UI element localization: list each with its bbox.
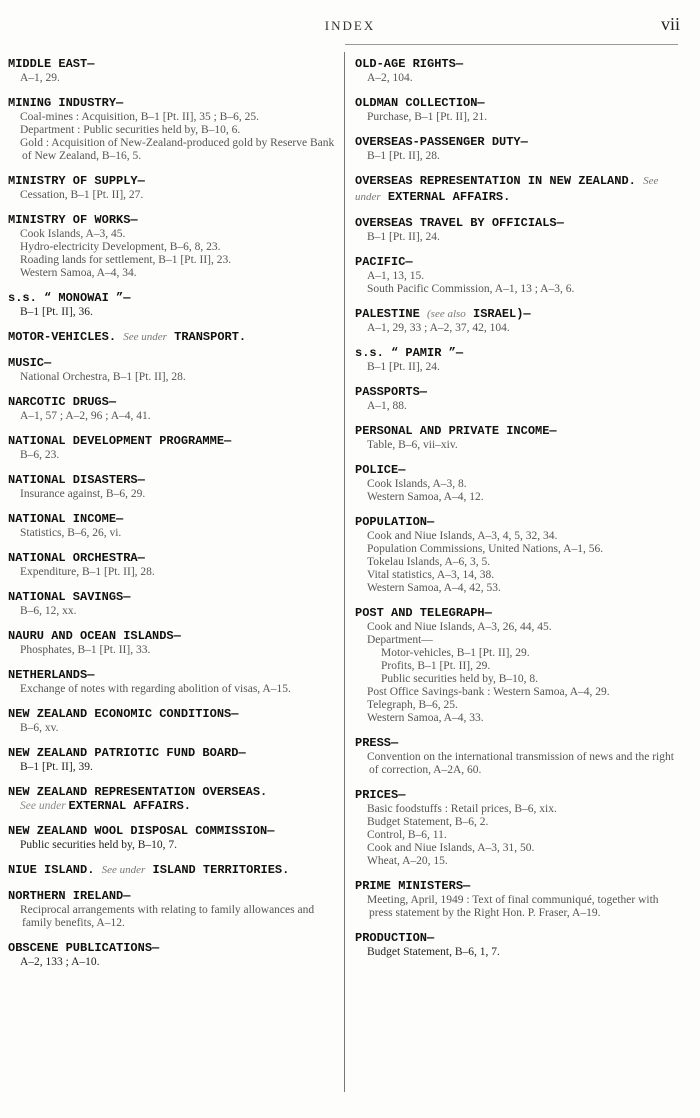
entry-heading [355,514,679,530]
heading-text: NATIONAL DEVELOPMENT PROGRAMME— [8,434,232,448]
entry-heading [8,589,338,605]
heading-text: NATIONAL ORCHESTRA— [8,551,145,565]
heading-text: NEW ZEALAND ECONOMIC CONDITIONS— [8,707,239,721]
index-entry-ministry-of-supply [8,173,338,202]
entry-subline: Western Samoa, A–4, 12. [367,491,484,503]
entry-subline: Budget Statement, B–6, 1, 7. [367,946,500,958]
entry-subline: Post Office Savings-bank : Western Samoa, A–4, 29. [367,686,610,698]
entry-subline: A–1, 13, 15. [367,270,425,282]
see-reference: See under [101,864,146,876]
reference-target: EXTERNAL AFFAIRS. [387,190,511,204]
heading-text: POST AND TELEGRAPH— [355,606,492,620]
entry-subline: Telegraph, B–6, 25. [367,699,458,711]
entry-subline: B–1 [Pt. II], 24. [367,361,440,373]
reference-target: ISRAEL)— [473,307,531,321]
entry-heading [355,462,679,478]
index-entry-s-s-pamir [355,345,679,374]
index-entry-ministry-of-works [8,212,338,280]
entry-subline: Phosphates, B–1 [Pt. II], 33. [20,644,151,656]
heading-text: POLICE— [355,463,406,477]
index-entry-new-zealand-representation-overseas [8,784,338,813]
heading-text: MINISTRY OF SUPPLY— [8,174,145,188]
heading-text: MINISTRY OF WORKS— [8,213,138,227]
entry-heading [8,706,338,722]
heading-text: MIDDLE EAST— [8,57,95,71]
entry-heading [8,472,338,488]
entry-heading [8,550,338,566]
index-entry-obscene-publications [8,940,338,969]
index-column-left [8,56,338,979]
heading-text: NEW ZEALAND PATRIOTIC FUND BOARD— [8,746,246,760]
entry-subline: B–1 [Pt. II], 24. [367,231,440,243]
index-entry-motor-vehicles [8,329,338,345]
index-entry-narcotic-drugs [8,394,338,423]
heading-text: OVERSEAS TRAVEL BY OFFICIALS— [355,216,564,230]
entry-subline: Cook and Niue Islands, A–3, 31, 50. [367,842,535,854]
entry-subline: Basic foodstuffs : Retail prices, B–6, xix. [367,803,557,815]
entry-subline: Exchange of notes with regarding abolition of visas, A–15. [20,683,291,695]
index-entry-new-zealand-wool-disposal-commission [8,823,338,852]
header-rule [345,44,678,45]
entry-heading [8,95,338,111]
entry-heading [355,384,679,400]
entry-subline: Expenditure, B–1 [Pt. II], 28. [20,566,155,578]
index-entry-national-development-programme [8,433,338,462]
entry-subline: A–1, 57 ; A–2, 96 ; A–4, 41. [20,410,151,422]
entry-heading [355,930,679,946]
heading-text: OLDMAN COLLECTION— [355,96,485,110]
index-entry-pacific [355,254,679,296]
heading-text: PRESS— [355,736,399,750]
entry-subline: Roading lands for settlement, B–1 [Pt. II], 23. [20,254,232,266]
index-entry-passports [355,384,679,413]
index-entry-prices [355,787,679,868]
entry-heading [355,134,679,150]
entry-subline: Profits, B–1 [Pt. II], 29. [381,660,491,672]
heading-text: NAURU AND OCEAN ISLANDS— [8,629,181,643]
entry-subline: B–1 [Pt. II], 39. [20,761,93,773]
entry-subline: A–1, 88. [367,400,407,412]
heading-text: NORTHERN IRELAND— [8,889,131,903]
entry-subline: National Orchestra, B–1 [Pt. II], 28. [20,371,186,383]
entry-heading [8,667,338,683]
heading-text: NATIONAL DISASTERS— [8,473,145,487]
index-entry-post-and-telegraph [355,605,679,725]
entry-heading [8,56,338,72]
entry-heading [355,605,679,621]
entry-heading [8,290,338,306]
heading-text: s.s. “ PAMIR ”— [355,346,464,360]
entry-subline: Vital statistics, A–3, 14, 38. [367,569,495,581]
reference-target: ISLAND TERRITORIES. [152,863,290,877]
heading-text: OVERSEAS-PASSENGER DUTY— [355,135,528,149]
entry-heading [355,56,679,72]
index-entry-palestine [355,306,679,335]
index-entry-new-zealand-patriotic-fund-board [8,745,338,774]
index-entry-overseas-travel-by-officials [355,215,679,244]
entry-subline: B–6, xv. [20,722,59,734]
heading-text: NEW ZEALAND WOOL DISPOSAL COMMISSION— [8,824,275,838]
heading-text: NETHERLANDS— [8,668,95,682]
heading-text: PRODUCTION— [355,931,435,945]
entry-subline: Budget Statement, B–6, 2. [367,816,489,828]
entry-subline: B–6, 23. [20,449,60,461]
index-entry-production [355,930,679,959]
see-reference: See under [20,800,66,812]
index-entry-middle-east [8,56,338,85]
running-header [0,14,700,36]
entry-subline: Public securities held by, B–10, 7. [20,839,178,851]
see-reference: See under [123,331,167,343]
heading-text: POPULATION— [355,515,435,529]
entry-subline: B–1 [Pt. II], 36. [20,306,93,318]
entry-subline: Cook Islands, A–3, 8. [367,478,467,490]
index-entry-population [355,514,679,595]
page-number: vii [660,14,680,34]
entry-subline: Public securities held by, B–10, 8. [381,673,539,685]
heading-text: OLD-AGE RIGHTS— [355,57,464,71]
entry-subline: Wheat, A–20, 15. [367,855,448,867]
entry-heading [8,745,338,761]
index-entry-national-orchestra [8,550,338,579]
entry-subline: Cessation, B–1 [Pt. II], 27. [20,189,144,201]
entry-heading [355,423,679,439]
entry-heading [355,345,679,361]
index-entry-oldman-collection [355,95,679,124]
index-entry-mining-industry [8,95,338,163]
entry-heading [8,329,338,345]
heading-text: PACIFIC— [355,255,413,269]
entry-subline: A–1, 29. [20,72,60,84]
heading-text: MINING INDUSTRY— [8,96,124,110]
entry-heading [8,784,338,800]
index-entry-overseas-representation-in-new-zealand [355,173,679,205]
entry-heading [355,787,679,803]
index-entry-new-zealand-economic-conditions [8,706,338,735]
entry-subline: Convention on the international transmission of news and the right of correction, A–2A, 60. [367,751,674,776]
heading-text: MUSIC— [8,356,52,370]
reference-target: TRANSPORT. [174,330,247,344]
entry-heading [355,306,679,322]
index-entry-prime-ministers [355,878,679,920]
entry-heading [8,940,338,956]
entry-heading [8,173,338,189]
entry-heading [8,355,338,371]
heading-text: OBSCENE PUBLICATIONS— [8,941,160,955]
heading-text: NIUE ISLAND. [8,863,95,877]
entry-subline: Coal-mines : Acquisition, B–1 [Pt. II], 35 ; B–6, 25. [20,111,259,123]
entry-subline: Western Samoa, A–4, 33. [367,712,484,724]
heading-text: NARCOTIC DRUGS— [8,395,117,409]
entry-heading [8,433,338,449]
entry-subline: Western Samoa, A–4, 34. [20,267,137,279]
entry-subline: Department— [367,634,433,646]
heading-text: NATIONAL SAVINGS— [8,590,131,604]
heading-text: PRIME MINISTERS— [355,879,471,893]
entry-subline: Insurance against, B–6, 29. [20,488,146,500]
entry-subline: Statistics, B–6, 26, vi. [20,527,122,539]
entry-subline: Control, B–6, 11. [367,829,447,841]
entry-heading [8,628,338,644]
entry-subline: Purchase, B–1 [Pt. II], 21. [367,111,488,123]
heading-text: s.s. “ MONOWAI ”— [8,291,131,305]
entry-subline: Cook Islands, A–3, 45. [20,228,126,240]
heading-text: PASSPORTS— [355,385,428,399]
entry-heading [8,394,338,410]
entry-heading [355,735,679,751]
index-entry-old-age-rights [355,56,679,85]
entry-subline: Reciprocal arrangements with relating to family allowances and family benefits, A–12. [20,904,315,929]
entry-subline: A–1, 29, 33 ; A–2, 37, 42, 104. [367,322,510,334]
index-entry-police [355,462,679,504]
entry-subline: Tokelau Islands, A–6, 3, 5. [367,556,491,568]
heading-text: PALESTINE [355,307,420,321]
entry-subline: Cook and Niue Islands, A–3, 26, 44, 45. [367,621,552,633]
index-entry-overseas-passenger-duty [355,134,679,163]
index-entry-national-savings [8,589,338,618]
index-entry-national-income [8,511,338,540]
see-reference: (see also [427,308,466,320]
entry-subline: Table, B–6, vii–xiv. [367,439,458,451]
index-entry-netherlands [8,667,338,696]
entry-heading [355,215,679,231]
entry-heading [355,173,679,205]
heading-text: NEW ZEALAND REPRESENTATION OVERSEAS. [8,785,268,799]
index-entry-music [8,355,338,384]
entry-subline: A–2, 133 ; A–10. [20,956,100,968]
entry-heading [8,888,338,904]
index-entry-northern-ireland [8,888,338,930]
entry-heading [355,878,679,894]
entry-subline: Population Commissions, United Nations, A–1, 56. [367,543,604,555]
entry-subline: Cook and Niue Islands, A–3, 4, 5, 32, 34. [367,530,558,542]
entry-subline [8,800,338,813]
index-entry-personal-and-private-income [355,423,679,452]
heading-text: NATIONAL INCOME— [8,512,124,526]
heading-text: MOTOR-VEHICLES. [8,330,117,344]
heading-text: PRICES— [355,788,406,802]
entry-subline: Meeting, April, 1949 : Text of final communiqué, together with press statement by the Right Hon. P. Fraser, A–19. [367,894,659,919]
entry-subline: Department : Public securities held by, B–10, 6. [20,124,241,136]
entry-subline: Western Samoa, A–4, 42, 53. [367,582,501,594]
entry-subline: Hydro-electricity Development, B–6, 8, 23. [20,241,221,253]
reference-target: EXTERNAL AFFAIRS. [68,799,191,813]
entry-heading [8,212,338,228]
entry-subline: Gold : Acquisition of New-Zealand-produced gold by Reserve Bank of New Zealand, B–16, 5. [20,137,335,162]
entry-subline: Motor-vehicles, B–1 [Pt. II], 29. [381,647,530,659]
index-entry-press [355,735,679,777]
entry-heading [8,862,338,878]
column-divider [344,52,345,1092]
index-entry-nauru-and-ocean-islands [8,628,338,657]
heading-text: OVERSEAS REPRESENTATION IN NEW ZEALAND. [355,174,636,188]
entry-subline: A–2, 104. [367,72,413,84]
index-column-right [355,56,679,969]
entry-heading [8,823,338,839]
index-entry-national-disasters [8,472,338,501]
entry-heading [8,511,338,527]
see-reference: See under [355,175,659,203]
entry-subline: B–6, 12, xx. [20,605,77,617]
entry-subline: South Pacific Commission, A–1, 13 ; A–3, 6. [367,283,575,295]
heading-text: PERSONAL AND PRIVATE INCOME— [355,424,557,438]
entry-subline: B–1 [Pt. II], 28. [367,150,440,162]
index-entry-niue-island [8,862,338,878]
running-title: INDEX [324,18,376,33]
index-entry-s-s-monowai [8,290,338,319]
entry-heading [355,95,679,111]
entry-heading [355,254,679,270]
